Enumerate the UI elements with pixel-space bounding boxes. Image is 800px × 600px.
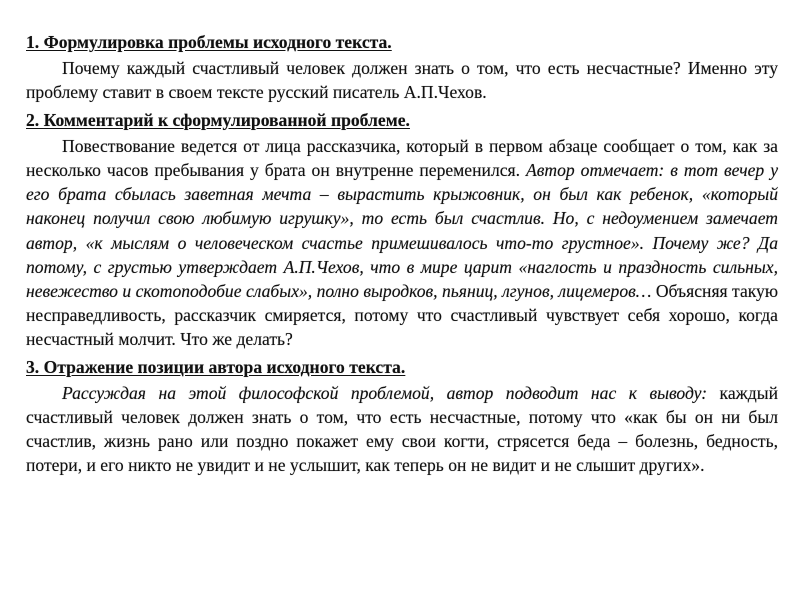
section-1-heading: 1. Формулировка проблемы исходного текста. bbox=[26, 32, 392, 52]
text-run: Почему каждый счастливый человек должен знать о том, что есть несчастные? Именно эту проблему ставит в своем тексте русский писатель А.П.Чехов. bbox=[26, 58, 778, 103]
section-1-paragraph bbox=[26, 56, 778, 104]
section-2-paragraph bbox=[26, 134, 778, 352]
italic-text-run: Рассуждая на этой философской проблемой, автор подводит нас к выводу: bbox=[62, 382, 708, 403]
section-3-heading: 3. Отражение позиции автора исходного текста. bbox=[26, 356, 406, 377]
italic-text-run: Автор отмечает: в тот вечер у его брата сбылась заветная мечта – вырастить крыжовник, он был как ребенок, «который наконец получил свою любимую игрушку», то есть был счастлив. Но, с недоумением замечает автор, «к мыслям о человеческом счастье примешивалось что-то грустное». Почему же? Да потому, с грустью утверждает А.П.Чехов, что в мире царит «наглость и праздность сильных, невежество и скотоподобие слабых», полно выродков, пьяниц, лгунов, лицемеров… bbox=[26, 160, 779, 302]
document-page bbox=[26, 30, 778, 478]
text-run: каждый счастливый человек должен знать о том, что есть несчастные, потому что «как бы он ни был счастлив, жизнь рано или поздно покажет ему свои когти, стрясется беда – болезнь, бедность, потери, и его никто не увидит и не услышит, как теперь он не видит и не слышит других». bbox=[26, 382, 778, 476]
section-3-paragraph bbox=[26, 381, 778, 478]
text-run: Объясняя такую несправедливость, рассказчик смиряется, потому что счастливый чувствует себя хорошо, когда несчастный молчит. Что же делать? bbox=[26, 281, 778, 350]
text-run: Повествование ведется от лица рассказчика, который в первом абзаце сообщает о том, как за несколько часов пребывания у брата он внутренне переменился. bbox=[26, 135, 778, 181]
section-2-heading: 2. Комментарий к сформулированной проблеме. bbox=[26, 109, 410, 130]
